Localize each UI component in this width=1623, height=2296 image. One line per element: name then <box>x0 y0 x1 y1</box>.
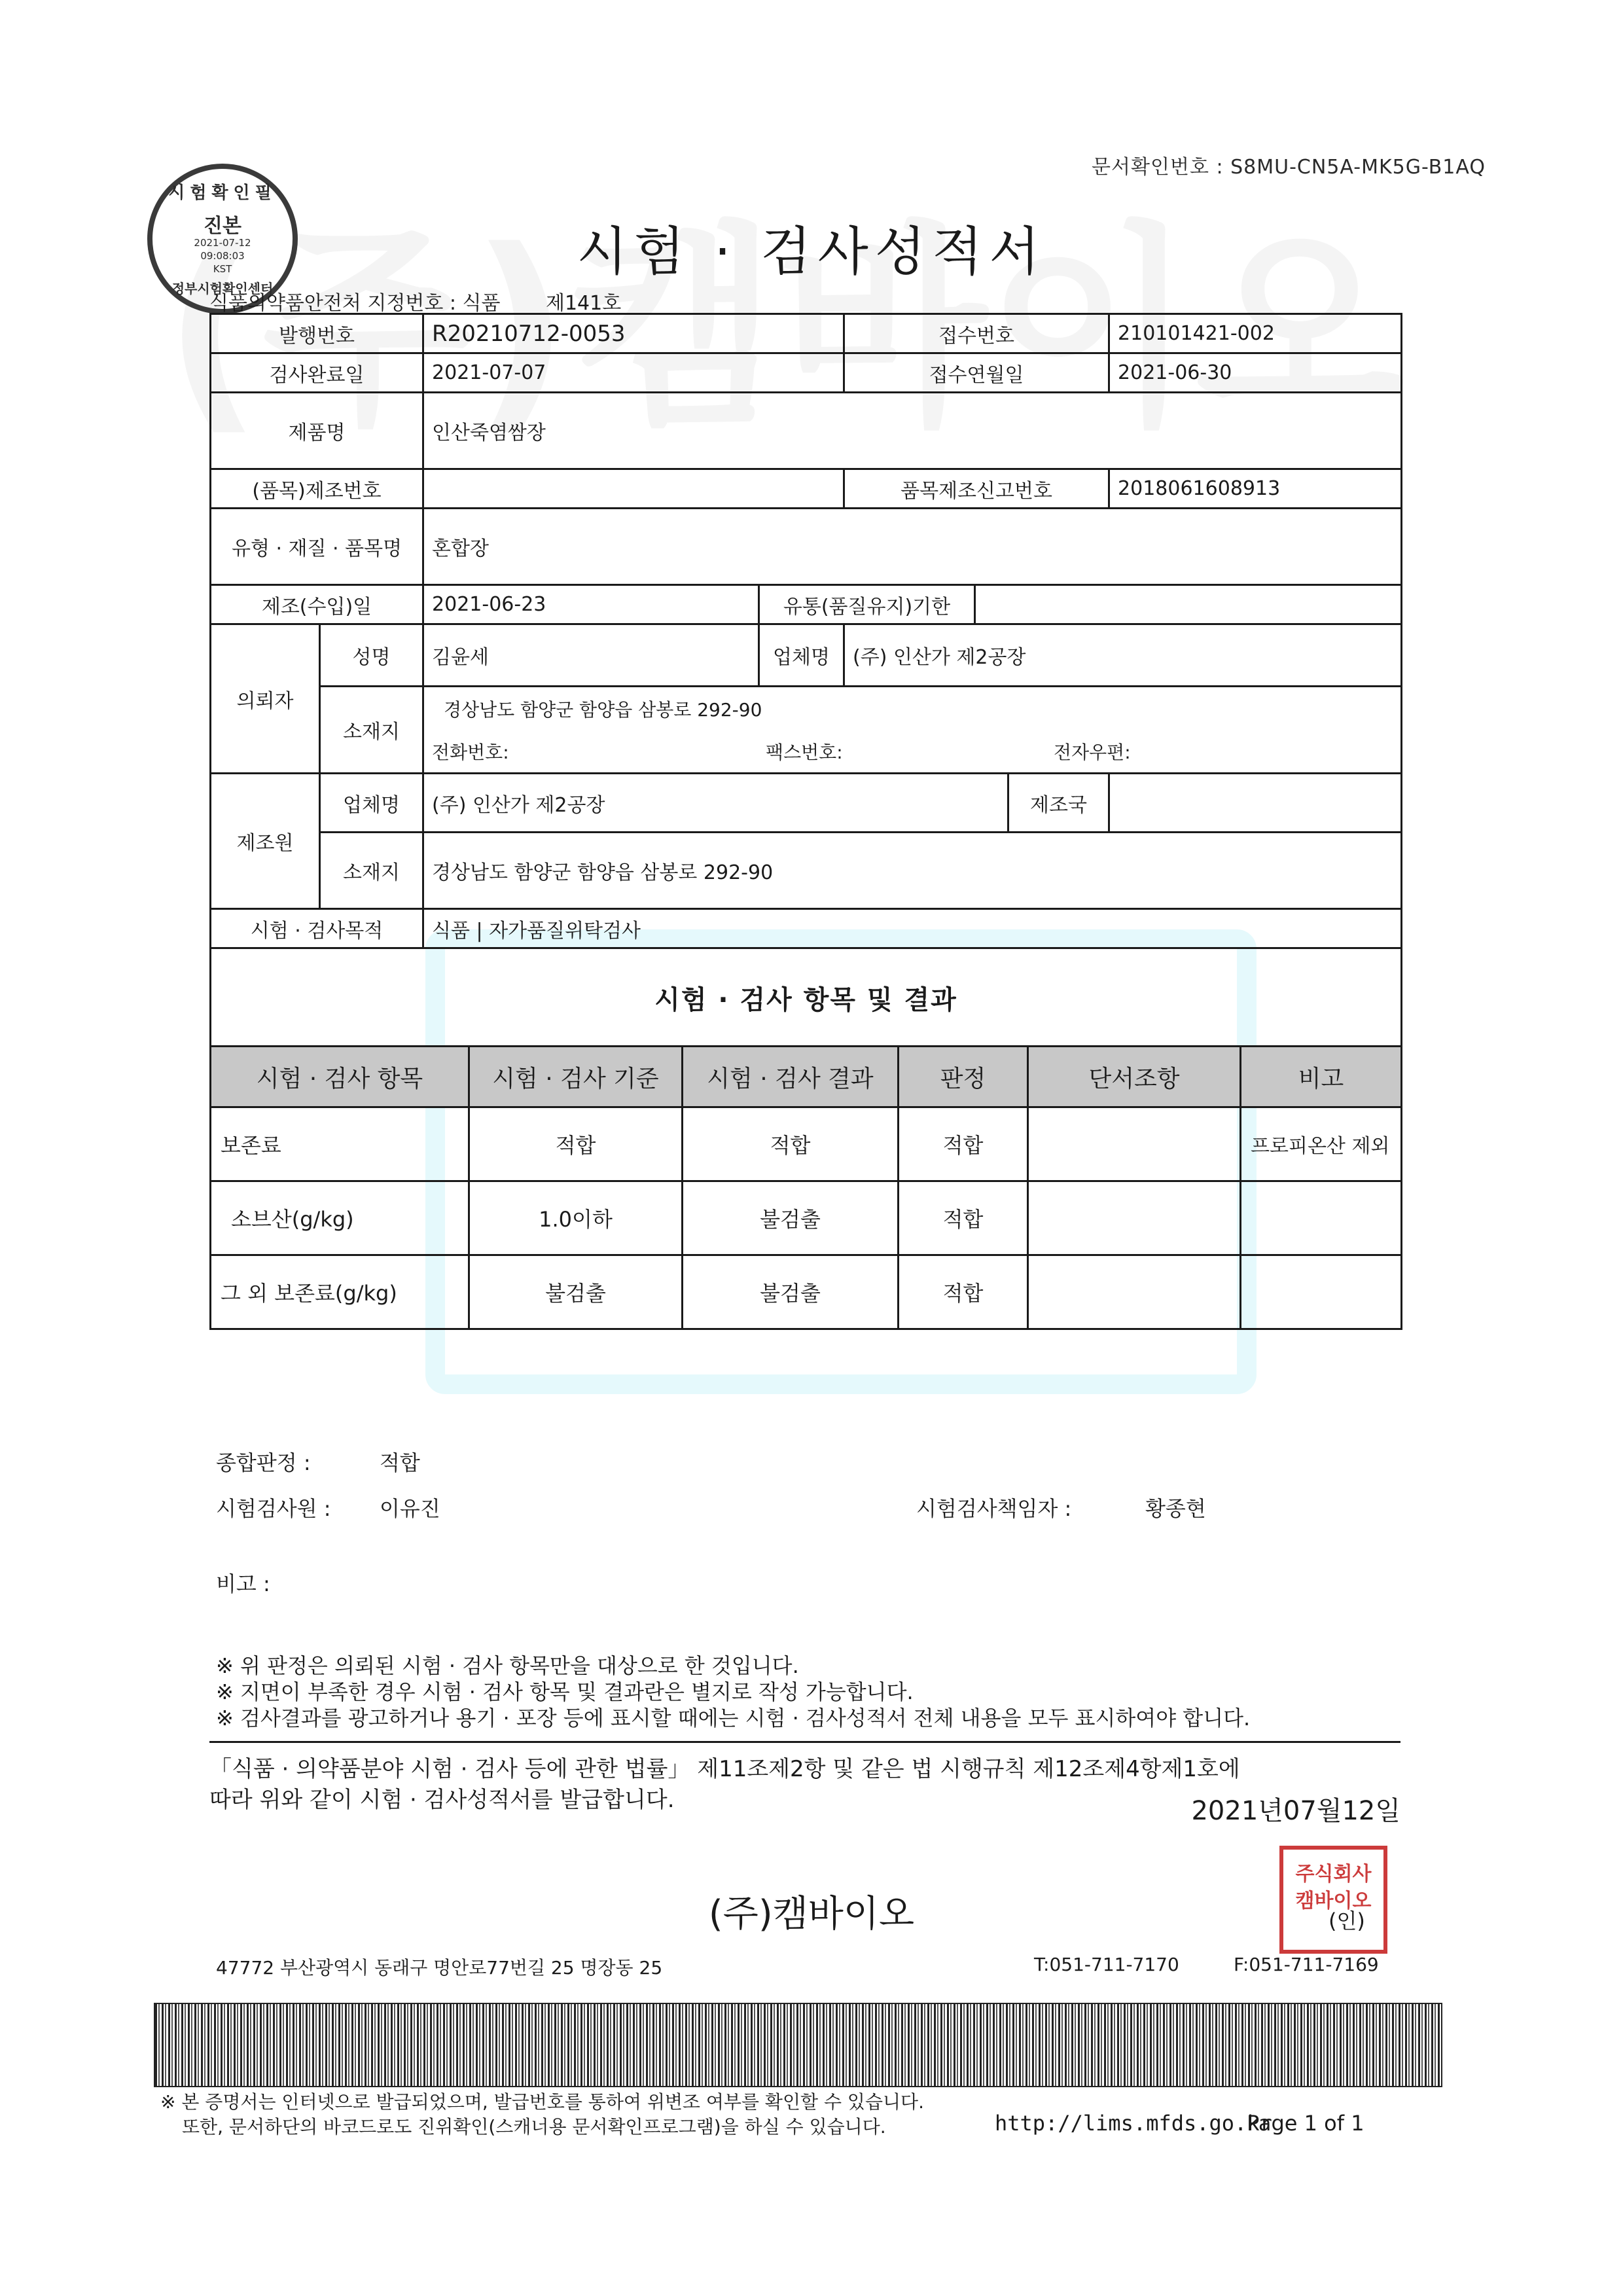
manufacture-number-label: (품목)제조번호 <box>211 469 423 509</box>
receipt-number-label: 접수번호 <box>844 314 1109 353</box>
client-name-label: 성명 <box>320 624 423 687</box>
issuer-company: (주)캠바이오 <box>708 1893 915 1935</box>
row-judgment: 적합 <box>899 1107 1028 1181</box>
issuer-address: 47772 부산광역시 동래구 명안로77번길 25 명장동 25 <box>216 1957 663 1979</box>
receipt-date: 2021-06-30 <box>1109 353 1402 393</box>
note-3: ※ 검사결과를 광고하거나 용기 · 포장 등에 표시할 때에는 시험 · 검사성적서 전체 내용을 모두 표시하여야 합니다. <box>216 1706 1251 1731</box>
row-result: 불검출 <box>683 1181 899 1255</box>
maker-address: 경상남도 함양군 함양읍 삼봉로 292-90 <box>423 833 1402 909</box>
seal-date: 2021-07-12 <box>194 237 251 249</box>
receipt-number: 210101421-002 <box>1109 314 1402 353</box>
table-row <box>211 1255 1402 1329</box>
receipt-date-label: 접수연월일 <box>844 353 1109 393</box>
row-item: 소브산(g/kg) <box>211 1181 469 1255</box>
designation-line <box>209 287 621 315</box>
issuer-tel: T:051-711-7170 <box>1034 1954 1179 1975</box>
row-item: 그 외 보존료(g/kg) <box>211 1255 469 1329</box>
maker-label: 제조원 <box>211 774 320 909</box>
seal-text-2: 캠바이오 <box>1295 1889 1372 1912</box>
seal-mark: (인) <box>1329 1909 1365 1933</box>
designation-number: 제141호 <box>545 292 622 315</box>
manager-label: 시험검사책임자 : <box>916 1496 1072 1521</box>
row-clause <box>1028 1107 1241 1181</box>
header-judgment: 판정 <box>899 1047 1028 1107</box>
maker-company-label: 업체명 <box>320 774 423 833</box>
maker-company: (주) 인산가 제2공장 <box>423 774 1008 833</box>
type-label: 유형 · 재질 · 품목명 <box>211 509 423 585</box>
row-remark: 프로피온산 제외 <box>1241 1107 1402 1181</box>
results-title: 시험 · 검사 항목 및 결과 <box>211 948 1402 1048</box>
expiry-date <box>975 585 1402 624</box>
fax-label: 팩스번호: <box>766 741 843 763</box>
client-label: 의뢰자 <box>211 624 320 774</box>
document-title: 시험 · 검사성적서 <box>577 221 1046 282</box>
row-item: 보존료 <box>211 1107 469 1181</box>
row-result: 적합 <box>683 1107 899 1181</box>
product-name: 인산죽염쌈장 <box>423 393 1402 469</box>
row-clause <box>1028 1181 1241 1255</box>
overall-judgment-label: 종합판정 : <box>216 1450 311 1475</box>
completion-date-label: 검사완료일 <box>211 353 423 393</box>
maker-address-label: 소재지 <box>320 833 423 909</box>
client-address-label: 소재지 <box>320 687 423 774</box>
verification-url[interactable]: http://lims.mfds.go.kr <box>995 2111 1272 2136</box>
seal-timezone: KST <box>213 263 232 275</box>
row-remark <box>1241 1255 1402 1329</box>
report-number: 2018061608913 <box>1109 469 1402 509</box>
bottom-note-1: ※ 본 증명서는 인터넷으로 발급되었으며, 발급번호를 통하여 위변조 여부를 확인할 수 있습니다. <box>160 2091 924 2113</box>
row-judgment: 적합 <box>899 1181 1028 1255</box>
product-name-label: 제품명 <box>211 393 423 469</box>
purpose: 식품 | 자가품질위탁검사 <box>423 909 1402 948</box>
law-line-2: 따라 위와 같이 시험 · 검사성적서를 발급합니다. <box>209 1787 675 1813</box>
country <box>1109 774 1402 833</box>
row-remark <box>1241 1181 1402 1255</box>
client-contact-row <box>424 730 1400 772</box>
seal-time: 09:08:03 <box>200 250 245 262</box>
product-type: 혼합장 <box>423 509 1402 585</box>
client-address-cell <box>423 687 1402 774</box>
expiry-label: 유통(품질유지)기한 <box>759 585 975 624</box>
purpose-label: 시험 · 검사목적 <box>211 909 423 948</box>
table-row <box>211 1181 1402 1255</box>
email-label: 전자우편: <box>1054 741 1131 763</box>
remarks-label: 비고 : <box>216 1571 270 1596</box>
row-clause <box>1028 1255 1241 1329</box>
note-2: ※ 지면이 부족한 경우 시험 · 검사 항목 및 결과란은 별지로 작성 가능합니다. <box>216 1679 914 1704</box>
divider <box>209 1741 1400 1743</box>
header-item: 시험 · 검사 항목 <box>211 1047 469 1107</box>
info-table <box>209 313 1402 1049</box>
phone-label: 전화번호: <box>432 741 509 763</box>
issue-number: R20210712-0053 <box>423 314 844 353</box>
report-number-label: 품목제조신고번호 <box>844 469 1109 509</box>
completion-date: 2021-07-07 <box>423 353 844 393</box>
designation-text: 식품의약품안전처 지정번호 : 식품 <box>209 292 501 315</box>
country-label: 제조국 <box>1008 774 1109 833</box>
row-judgment: 적합 <box>899 1255 1028 1329</box>
bottom-note-2: 또한, 문서하단의 바코드로도 진위확인(스캐너용 문서확인프로그램)을 하실 수 있습니다. <box>182 2116 886 2138</box>
page-number: Page 1 of 1 <box>1247 2111 1364 2136</box>
manufacture-date-label: 제조(수입)일 <box>211 585 423 624</box>
corporate-seal <box>1279 1846 1387 1954</box>
results-table <box>209 1045 1402 1330</box>
table-row <box>211 1107 1402 1181</box>
client-address: 경상남도 함양군 함양읍 삼봉로 292-90 <box>444 698 762 721</box>
document-check-number: 문서확인번호 : S8MU-CN5A-MK5G-B1AQ <box>1092 156 1486 179</box>
row-standard: 1.0이하 <box>469 1181 683 1255</box>
manufacture-date: 2021-06-23 <box>423 585 759 624</box>
inspector-label: 시험검사원 : <box>216 1496 331 1521</box>
issue-date: 2021년07월12일 <box>1191 1796 1400 1826</box>
overall-judgment: 적합 <box>380 1450 420 1475</box>
client-company-label: 업체명 <box>759 624 844 687</box>
header-standard: 시험 · 검사 기준 <box>469 1047 683 1107</box>
seal-ring-top: 시험확인필 <box>168 183 277 203</box>
verification-barcode <box>154 2003 1442 2087</box>
seal-ring-bottom: 정부시험확인센터 <box>171 281 274 296</box>
seal-center: 진본 <box>204 215 241 238</box>
header-remark: 비고 <box>1241 1047 1402 1107</box>
header-clause: 단서조항 <box>1028 1047 1241 1107</box>
inspector-name: 이유진 <box>380 1496 440 1521</box>
row-standard: 적합 <box>469 1107 683 1181</box>
law-line-1: 「식품 · 의약품분야 시험 · 검사 등에 관한 법률」 제11조제2항 및 같은 법 시행규칙 제12조제4항제1호에 <box>209 1756 1240 1782</box>
seal-text-1: 주식회사 <box>1295 1863 1372 1886</box>
row-result: 불검출 <box>683 1255 899 1329</box>
row-standard: 불검출 <box>469 1255 683 1329</box>
note-1: ※ 위 판정은 의뢰된 시험 · 검사 항목만을 대상으로 한 것입니다. <box>216 1653 799 1678</box>
client-company: (주) 인산가 제2공장 <box>844 624 1402 687</box>
client-name: 김윤세 <box>423 624 759 687</box>
issue-number-label: 발행번호 <box>211 314 423 353</box>
issuer-fax: F:051-711-7169 <box>1234 1954 1379 1975</box>
header-result: 시험 · 검사 결과 <box>683 1047 899 1107</box>
results-header-row <box>211 1047 1402 1107</box>
manufacture-number <box>423 469 844 509</box>
manager-name: 황종현 <box>1145 1496 1206 1521</box>
